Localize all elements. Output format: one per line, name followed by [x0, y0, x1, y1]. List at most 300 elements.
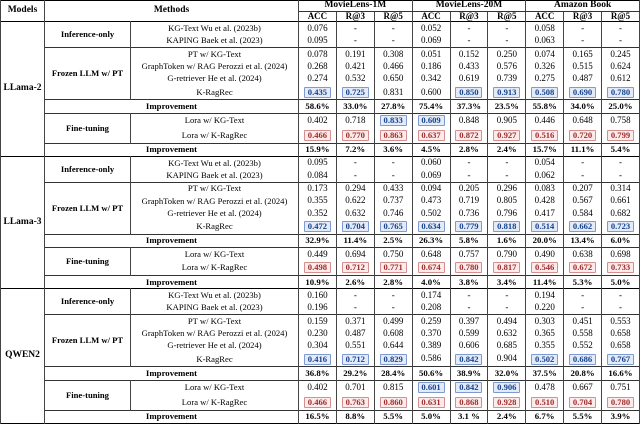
metric-value: 0.417 — [526, 207, 564, 219]
metric-value: 0.194 — [526, 289, 564, 302]
metric-value: 0.757 — [450, 248, 488, 261]
method-name: G-retriever He et al. (2024) — [131, 73, 299, 85]
metric-value — [412, 395, 450, 410]
improvement-value: 15.9% — [299, 143, 337, 156]
metric-value: 0.746 — [374, 207, 412, 219]
improvement-value: 29.2% — [336, 367, 374, 380]
metric-value: 0.397 — [450, 315, 488, 328]
best-value: 0.516 — [531, 130, 558, 141]
second-best-value: 0.514 — [531, 221, 558, 232]
metric-value — [374, 261, 412, 276]
metric-value — [450, 380, 488, 395]
best-value: 0.674 — [418, 262, 445, 273]
metric-value: 0.078 — [299, 48, 337, 61]
metric-value: 0.303 — [526, 315, 564, 328]
second-best-value: 0.416 — [304, 354, 331, 365]
best-value: 0.771 — [380, 262, 407, 273]
best-value: 0.763 — [342, 397, 369, 408]
method-name: Lora w/ K-RagRec — [131, 128, 299, 143]
metric-value — [374, 128, 412, 143]
metric-value — [488, 395, 526, 410]
metric-value: 0.612 — [602, 73, 640, 85]
improvement-value: 55.8% — [526, 100, 564, 113]
metric-value — [488, 220, 526, 235]
metric-value: 0.355 — [526, 340, 564, 352]
metric-value: 0.698 — [602, 248, 640, 261]
metric-value: - — [564, 156, 602, 169]
improvement-value: 33.0% — [336, 100, 374, 113]
metric-value: 0.052 — [412, 22, 450, 35]
metric-value: 0.084 — [299, 169, 337, 182]
best-value: 0.928 — [493, 397, 520, 408]
metric-value — [336, 395, 374, 410]
header-dataset-amazon-book: Amazon Book — [526, 1, 640, 12]
metric-value: - — [564, 289, 602, 302]
metric-value — [450, 395, 488, 410]
metric-value: - — [602, 156, 640, 169]
metric-value: - — [450, 22, 488, 35]
method-group-label: Frozen LLM w/ PT — [45, 48, 131, 100]
metric-value — [412, 261, 450, 276]
metric-value — [299, 85, 337, 100]
metric-value: 0.051 — [412, 48, 450, 61]
metric-value: 0.428 — [526, 195, 564, 207]
header-dataset-movielens-20m: MovieLens-20M — [412, 1, 526, 12]
metric-value: - — [450, 156, 488, 169]
metric-value: - — [374, 289, 412, 302]
best-value: 0.733 — [607, 262, 634, 273]
metric-value — [564, 395, 602, 410]
metric-value: 0.599 — [450, 328, 488, 340]
metric-value: 0.502 — [412, 207, 450, 219]
metric-value — [526, 85, 564, 100]
method-group-label: Fine-tuning — [45, 248, 131, 276]
second-best-value: 0.779 — [455, 221, 482, 232]
second-best-value: 0.502 — [531, 354, 558, 365]
metric-value: 0.186 — [412, 61, 450, 73]
metric-value: - — [374, 35, 412, 48]
second-best-value: 0.765 — [380, 221, 407, 232]
metric-value: 0.682 — [602, 207, 640, 219]
metric-value — [602, 352, 640, 367]
method-name: KAPING Baek et al. (2023) — [131, 169, 299, 182]
metric-value — [602, 220, 640, 235]
best-value: 0.704 — [569, 397, 596, 408]
method-name: KAPING Baek et al. (2023) — [131, 35, 299, 48]
metric-value: 0.389 — [412, 340, 450, 352]
table-body — [1, 22, 640, 424]
improvement-value: 38.9% — [450, 367, 488, 380]
metric-value — [488, 128, 526, 143]
method-group-label: Inference-only — [45, 156, 131, 182]
metric-value — [526, 395, 564, 410]
improvement-value: 11.1% — [564, 143, 602, 156]
metric-value: 0.701 — [336, 380, 374, 395]
best-value: 0.466 — [304, 130, 331, 141]
method-name: G-retriever He et al. (2024) — [131, 207, 299, 219]
metric-value: 0.466 — [374, 61, 412, 73]
metric-value: - — [450, 302, 488, 315]
improvement-value: 5.5% — [374, 410, 412, 423]
metric-value: 0.644 — [374, 340, 412, 352]
metric-value: 0.352 — [299, 207, 337, 219]
metric-value: 0.586 — [412, 352, 450, 367]
table-row — [1, 248, 640, 261]
method-name: KG-Text Wu et al. (2023b) — [131, 156, 299, 169]
metric-value: 0.355 — [299, 195, 337, 207]
improvement-value: 13.4% — [564, 234, 602, 247]
metric-value: 0.551 — [336, 340, 374, 352]
improvement-value: 5.0% — [412, 410, 450, 423]
best-value: 0.860 — [380, 397, 407, 408]
metric-value: - — [374, 302, 412, 315]
best-value: 0.863 — [380, 130, 407, 141]
improvement-label: Improvement — [45, 143, 299, 156]
metric-value: - — [564, 35, 602, 48]
improvement-value: 10.9% — [299, 276, 337, 289]
improvement-value: 3.1 % — [450, 410, 488, 423]
method-name: KG-Text Wu et al. (2023b) — [131, 289, 299, 302]
metric-value: 0.230 — [299, 328, 337, 340]
header-metric-acc: ACC — [412, 11, 450, 21]
metric-value: - — [602, 289, 640, 302]
metric-value: 0.904 — [488, 352, 526, 367]
second-best-value: 0.601 — [418, 382, 445, 393]
metric-value: 0.207 — [564, 182, 602, 195]
improvement-value: 20.8% — [564, 367, 602, 380]
improvement-value: 2.5% — [374, 234, 412, 247]
metric-value: 0.371 — [336, 315, 374, 328]
header-metric-acc: ACC — [299, 11, 337, 21]
metric-value — [526, 128, 564, 143]
header-metric-r5: R@5 — [374, 11, 412, 21]
metric-value: 0.558 — [564, 328, 602, 340]
metric-value: - — [564, 169, 602, 182]
metric-value — [488, 261, 526, 276]
metric-value: 0.165 — [564, 48, 602, 61]
metric-value: 0.259 — [412, 315, 450, 328]
metric-value: 0.304 — [299, 340, 337, 352]
metric-value: 0.069 — [412, 169, 450, 182]
improvement-value: 5.5% — [564, 410, 602, 423]
metric-value: 0.245 — [602, 48, 640, 61]
metric-value: 0.750 — [374, 248, 412, 261]
improvement-value: 15.7% — [526, 143, 564, 156]
metric-value: - — [374, 156, 412, 169]
metric-value: 0.487 — [564, 73, 602, 85]
metric-value: 0.790 — [488, 248, 526, 261]
table-row — [1, 113, 640, 128]
metric-value — [602, 128, 640, 143]
method-name: Lora w/ KG-Text — [131, 380, 299, 395]
metric-value: 0.739 — [488, 73, 526, 85]
improvement-value: 6.0% — [602, 234, 640, 247]
metric-value: 0.718 — [336, 113, 374, 128]
header-metric-r3: R@3 — [564, 11, 602, 21]
improvement-value: 5.0% — [602, 276, 640, 289]
metric-value: 0.314 — [602, 182, 640, 195]
metric-value: - — [564, 22, 602, 35]
metric-value: 0.650 — [374, 73, 412, 85]
method-name: KG-Text Wu et al. (2023b) — [131, 22, 299, 35]
improvement-label: Improvement — [45, 367, 299, 380]
metric-value: 0.060 — [412, 156, 450, 169]
metric-value: 0.191 — [336, 48, 374, 61]
best-value: 0.872 — [455, 130, 482, 141]
metric-value: 0.619 — [450, 73, 488, 85]
second-best-value: 0.704 — [342, 221, 369, 232]
metric-value: - — [374, 169, 412, 182]
best-value: 0.466 — [304, 397, 331, 408]
second-best-value: 0.634 — [418, 221, 445, 232]
improvement-value: 3.4% — [488, 276, 526, 289]
metric-value: 0.736 — [450, 207, 488, 219]
metric-value: 0.268 — [299, 61, 337, 73]
metric-value: 0.567 — [564, 195, 602, 207]
method-name: GraphToken w/ RAG Perozzi et al. (2024) — [131, 328, 299, 340]
metric-value: 0.076 — [299, 22, 337, 35]
metric-value — [602, 261, 640, 276]
best-value: 0.817 — [493, 262, 520, 273]
metric-value — [602, 395, 640, 410]
metric-value: 0.831 — [374, 85, 412, 100]
method-name: GraphToken w/ RAG Perozzi et al. (2024) — [131, 61, 299, 73]
metric-value: 0.196 — [299, 302, 337, 315]
improvement-value: 23.5% — [488, 100, 526, 113]
second-best-value: 0.842 — [455, 382, 482, 393]
model-name: LLama-3 — [1, 156, 45, 288]
improvement-value: 32.9% — [299, 234, 337, 247]
header-dataset-movielens-1m: MovieLens-1M — [299, 1, 413, 12]
metric-value: - — [488, 35, 526, 48]
header-metric-r3: R@3 — [450, 11, 488, 21]
method-name: Lora w/ K-RagRec — [131, 261, 299, 276]
second-best-value: 0.435 — [304, 87, 331, 98]
improvement-value: 16.6% — [602, 367, 640, 380]
improvement-value: 5.4% — [602, 143, 640, 156]
improvement-label: Improvement — [45, 410, 299, 423]
best-value: 0.780 — [607, 397, 634, 408]
metric-value — [450, 261, 488, 276]
metric-value: 0.658 — [602, 328, 640, 340]
metric-value: - — [336, 289, 374, 302]
metric-value — [412, 128, 450, 143]
metric-value: - — [336, 22, 374, 35]
metric-value — [299, 395, 337, 410]
metric-value: 0.220 — [526, 302, 564, 315]
metric-value: 0.094 — [412, 182, 450, 195]
improvement-value: 2.6% — [336, 276, 374, 289]
improvement-row — [1, 100, 640, 113]
header-metric-acc: ACC — [526, 11, 564, 21]
table-row — [1, 22, 640, 35]
method-name: K-RagRec — [131, 220, 299, 235]
metric-value: 0.667 — [564, 380, 602, 395]
improvement-row — [1, 367, 640, 380]
metric-value — [336, 220, 374, 235]
metric-value: - — [336, 35, 374, 48]
improvement-label: Improvement — [45, 234, 299, 247]
metric-value: 0.205 — [450, 182, 488, 195]
metric-value: 0.648 — [564, 113, 602, 128]
improvement-value: 58.6% — [299, 100, 337, 113]
metric-value: 0.815 — [374, 380, 412, 395]
metric-value: 0.173 — [299, 182, 337, 195]
second-best-value: 0.780 — [607, 87, 634, 98]
second-best-value: 0.829 — [380, 354, 407, 365]
method-name: PT w/ KG-Text — [131, 315, 299, 328]
method-name: GraphToken w/ RAG Perozzi et al. (2024) — [131, 195, 299, 207]
metric-value: 0.074 — [526, 48, 564, 61]
metric-value — [526, 352, 564, 367]
metric-value: 0.576 — [488, 61, 526, 73]
header-models: Models — [1, 1, 45, 22]
best-value: 0.672 — [569, 262, 596, 273]
metric-value: 0.661 — [602, 195, 640, 207]
best-value: 0.720 — [569, 130, 596, 141]
best-value: 0.868 — [455, 397, 482, 408]
metric-value: - — [602, 302, 640, 315]
metric-value — [412, 380, 450, 395]
metric-value: 0.326 — [526, 61, 564, 73]
method-name: Lora w/ KG-Text — [131, 248, 299, 261]
table-row — [1, 48, 640, 61]
improvement-row — [1, 410, 640, 423]
best-value: 0.546 — [531, 262, 558, 273]
metric-value — [526, 220, 564, 235]
metric-value — [564, 261, 602, 276]
second-best-value: 0.508 — [531, 87, 558, 98]
improvement-row — [1, 234, 640, 247]
metric-value: 0.499 — [374, 315, 412, 328]
metric-value: 0.402 — [299, 113, 337, 128]
metric-value — [374, 352, 412, 367]
metric-value: 0.294 — [336, 182, 374, 195]
metric-value: - — [374, 22, 412, 35]
metric-value: 0.600 — [412, 85, 450, 100]
second-best-value: 0.690 — [569, 87, 596, 98]
improvement-value: 37.5% — [526, 367, 564, 380]
metric-value — [564, 352, 602, 367]
improvement-value: 6.7% — [526, 410, 564, 423]
best-value: 0.780 — [455, 262, 482, 273]
metric-value: 0.365 — [526, 328, 564, 340]
best-value: 0.927 — [493, 130, 520, 141]
metric-value: 0.433 — [450, 61, 488, 73]
metric-value: 0.478 — [526, 380, 564, 395]
metric-value: - — [488, 169, 526, 182]
metric-value: 0.796 — [488, 207, 526, 219]
improvement-value: 4.5% — [412, 143, 450, 156]
metric-value — [564, 220, 602, 235]
improvement-value: 25.0% — [602, 100, 640, 113]
improvement-value: 7.2% — [336, 143, 374, 156]
improvement-value: 3.8% — [450, 276, 488, 289]
improvement-value: 27.8% — [374, 100, 412, 113]
method-group-label: Fine-tuning — [45, 113, 131, 143]
improvement-value: 2.4% — [488, 143, 526, 156]
table-row — [1, 289, 640, 302]
improvement-row — [1, 276, 640, 289]
metric-value — [488, 85, 526, 100]
metric-value: 0.342 — [412, 73, 450, 85]
metric-value: 0.758 — [602, 113, 640, 128]
metric-value — [602, 85, 640, 100]
improvement-value: 3.6% — [374, 143, 412, 156]
metric-value: 0.370 — [412, 328, 450, 340]
metric-value: 0.451 — [564, 315, 602, 328]
header-metric-r3: R@3 — [336, 11, 374, 21]
second-best-value: 0.609 — [418, 115, 445, 126]
metric-value: 0.275 — [526, 73, 564, 85]
metric-value — [412, 220, 450, 235]
improvement-value: 32.0% — [488, 367, 526, 380]
metric-value: 0.494 — [488, 315, 526, 328]
metric-value: 0.584 — [564, 207, 602, 219]
metric-value — [564, 85, 602, 100]
metric-value: 0.062 — [526, 169, 564, 182]
method-name: KAPING Baek et al. (2023) — [131, 302, 299, 315]
second-best-value: 0.725 — [342, 87, 369, 98]
metric-value: 0.553 — [602, 315, 640, 328]
second-best-value: 0.842 — [455, 354, 482, 365]
improvement-value: 16.5% — [299, 410, 337, 423]
improvement-value: 5.3% — [564, 276, 602, 289]
method-group-label: Inference-only — [45, 22, 131, 48]
metric-value: - — [602, 35, 640, 48]
improvement-value: 11.4% — [526, 276, 564, 289]
metric-value: - — [336, 302, 374, 315]
metric-value: - — [488, 156, 526, 169]
metric-value: 0.638 — [564, 248, 602, 261]
metric-value: 0.174 — [412, 289, 450, 302]
improvement-value: 75.4% — [412, 100, 450, 113]
metric-value: 0.069 — [412, 35, 450, 48]
metric-value: 0.532 — [336, 73, 374, 85]
second-best-value: 0.913 — [493, 87, 520, 98]
metric-value: 0.208 — [412, 302, 450, 315]
best-value: 0.799 — [607, 130, 634, 141]
improvement-value: 5.8% — [450, 234, 488, 247]
method-name: Lora w/ KG-Text — [131, 113, 299, 128]
improvement-value: 3.9% — [602, 410, 640, 423]
metric-value — [336, 352, 374, 367]
metric-value: 0.421 — [336, 61, 374, 73]
improvement-value: 34.0% — [564, 100, 602, 113]
second-best-value: 0.662 — [569, 221, 596, 232]
metric-value: 0.608 — [374, 328, 412, 340]
table-row — [1, 380, 640, 395]
improvement-label: Improvement — [45, 276, 299, 289]
metric-value: 0.751 — [602, 380, 640, 395]
metric-value: - — [602, 169, 640, 182]
metric-value: 0.433 — [374, 182, 412, 195]
improvement-value: 2.8% — [450, 143, 488, 156]
method-group-label: Inference-only — [45, 289, 131, 315]
improvement-value: 50.6% — [412, 367, 450, 380]
method-name: PT w/ KG-Text — [131, 48, 299, 61]
model-name: LLama-2 — [1, 22, 45, 156]
metric-value: - — [488, 302, 526, 315]
metric-value: 0.905 — [488, 113, 526, 128]
metric-value: 0.159 — [299, 315, 337, 328]
improvement-value: 20.0% — [526, 234, 564, 247]
improvement-value: 36.8% — [299, 367, 337, 380]
table-row — [1, 156, 640, 169]
metric-value: - — [450, 35, 488, 48]
metric-value — [374, 113, 412, 128]
metric-value: 0.446 — [526, 113, 564, 128]
